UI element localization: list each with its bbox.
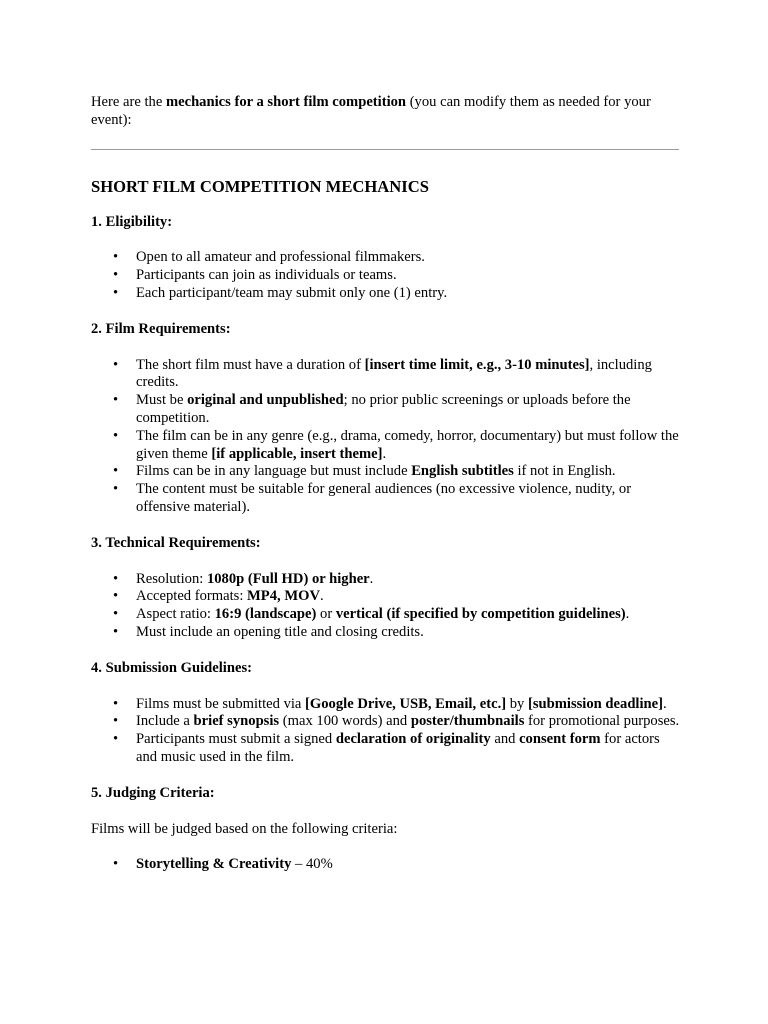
bold-text: declaration of originality (335, 731, 491, 748)
item-text: Films can be in any language but must include (136, 463, 412, 480)
bold-text: [insert time limit, e.g., 3-10 minutes] (364, 356, 590, 373)
list-item (91, 481, 681, 517)
bullet-icon: • (113, 606, 119, 623)
item-text: Resolution: (136, 570, 207, 587)
item-text: Participants must submit a signed (136, 731, 336, 748)
bullet-icon: • (113, 481, 119, 498)
list-item (91, 428, 681, 464)
section-heading: 2. Film Requirements: (91, 320, 231, 337)
bold-text: consent form (519, 731, 601, 748)
section-heading: 3. Technical Requirements: (91, 534, 261, 551)
item-text: if not in English. (513, 463, 616, 480)
intro-text: Here are the (91, 94, 166, 110)
horizontal-rule (91, 149, 679, 150)
bullet-list (91, 571, 681, 642)
bullet-icon: • (113, 713, 119, 730)
item-text: Aspect ratio: (136, 606, 215, 623)
item-text: The short film must have a duration of (136, 356, 365, 373)
bullet-icon: • (113, 249, 119, 266)
item-text: Accepted formats: (136, 588, 248, 605)
bullet-icon: • (113, 427, 119, 444)
list-item (91, 696, 681, 714)
document-page (91, 94, 681, 874)
item-text: or (316, 606, 336, 623)
item-text: Open to all amateur and professional filmmakers. (136, 249, 425, 266)
item-text: Each participant/team may submit only one (1) entry. (136, 284, 448, 301)
bold-text: original and unpublished (187, 392, 344, 409)
bullet-icon: • (113, 463, 119, 480)
item-text: Must include an opening title and closing credits. (136, 623, 424, 640)
item-text: ; no prior public screenings or uploads before the competition. (136, 392, 631, 426)
item-text: – 40% (291, 856, 333, 873)
bullet-list (91, 249, 681, 302)
bullet-icon: • (113, 356, 119, 373)
bullet-icon: • (113, 856, 119, 873)
item-text: . (625, 606, 630, 623)
bullet-icon: • (113, 695, 119, 712)
bullet-list (91, 357, 681, 517)
bullet-icon: • (113, 588, 119, 605)
list-item (91, 571, 681, 589)
list-item (91, 624, 681, 642)
bold-text: English subtitles (411, 463, 514, 480)
bold-text: [submission deadline] (527, 695, 663, 712)
list-item (91, 713, 681, 731)
item-text: Include a (136, 713, 194, 730)
item-text: , including credits. (136, 356, 652, 391)
intro-text-end: (you can modify them as needed for your event): (91, 94, 651, 128)
item-text: Participants can join as individuals or teams. (136, 267, 397, 284)
list-item (91, 357, 681, 393)
item-text: . (382, 445, 387, 462)
list-item (91, 285, 681, 303)
section-heading: 5. Judging Criteria: (91, 784, 215, 801)
list-item (91, 249, 681, 267)
sections-container (91, 214, 681, 875)
intro-paragraph (91, 94, 681, 130)
section-heading: 1. Eligibility: (91, 213, 173, 230)
bold-text: 16:9 (landscape) (214, 606, 317, 623)
list-item (91, 731, 681, 767)
bullet-icon: • (113, 267, 119, 284)
bullet-icon: • (113, 392, 119, 409)
item-text: for actors and music used in the film. (136, 731, 660, 765)
item-text: . (369, 570, 374, 587)
bullet-list (91, 696, 681, 767)
bullet-icon: • (113, 570, 119, 587)
item-text: (max 100 words) and (279, 713, 411, 730)
bold-text: MP4, MOV (247, 588, 320, 605)
bullet-list (91, 856, 681, 874)
list-item (91, 606, 681, 624)
item-text: The film can be in any genre (e.g., drama, comedy, horror, documentary) but must follow the given theme (136, 427, 679, 462)
item-text: Must be (136, 392, 188, 409)
intro-bold-text: mechanics for a short film competition (165, 94, 407, 110)
list-item (91, 392, 681, 428)
bold-text: brief synopsis (193, 713, 280, 730)
bold-text: [if applicable, insert theme] (211, 445, 383, 462)
list-item (91, 588, 681, 606)
item-text: The content must be suitable for general audiences (no excessive violence, nudity, or offensive material). (136, 481, 632, 515)
bold-text: vertical (if specified by competition guidelines) (335, 606, 626, 623)
bullet-icon: • (113, 284, 119, 301)
item-text: . (319, 588, 324, 605)
document-title: SHORT FILM COMPETITION MECHANICS (91, 176, 429, 196)
item-text: . (663, 695, 667, 712)
item-text: Films must be submitted via (136, 695, 306, 712)
bullet-icon: • (113, 623, 119, 640)
list-item (91, 856, 681, 874)
item-text: for promotional purposes. (524, 713, 680, 730)
bold-text: 1080p (Full HD) or higher (206, 570, 370, 587)
bold-text: [Google Drive, USB, Email, etc.] (305, 695, 507, 712)
section-heading: 4. Submission Guidelines: (91, 659, 252, 676)
item-text: by (506, 695, 528, 712)
item-text: and (490, 731, 520, 748)
bold-text: Storytelling & Creativity (136, 856, 292, 873)
list-item (91, 463, 681, 481)
bold-text: poster/thumbnails (410, 713, 525, 730)
bullet-icon: • (113, 731, 119, 748)
section-body-text: Films will be judged based on the following criteria: (91, 820, 398, 837)
list-item (91, 267, 681, 285)
